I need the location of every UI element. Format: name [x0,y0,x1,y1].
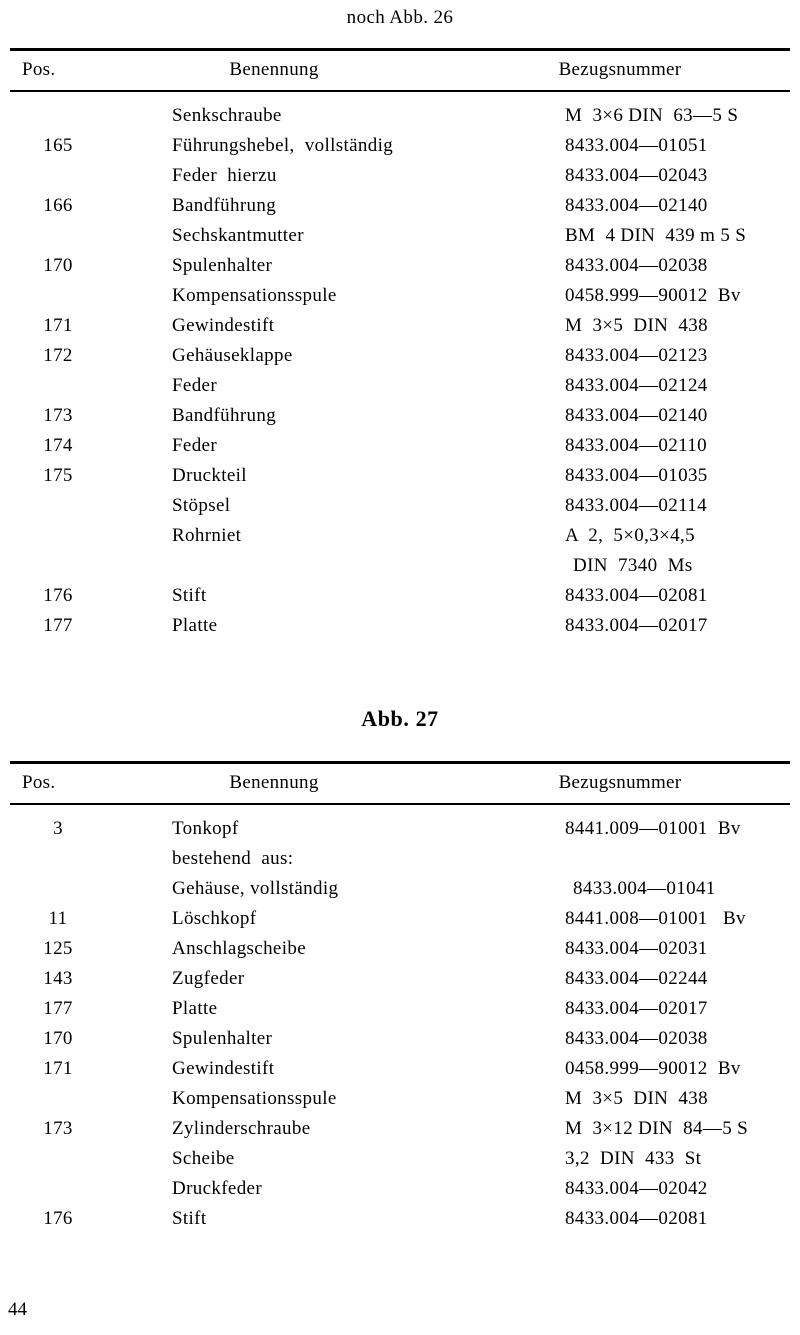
table-row [10,1178,790,1208]
parts-table-abb-27 [10,761,790,1238]
cell-pos: 125 [43,938,73,959]
table-row [10,848,790,878]
table-header-row [10,51,790,90]
table-row [10,225,790,255]
cell-benennung: Zylinderschraube [172,1118,311,1139]
cell-pos: 143 [43,968,73,989]
cell-bezugsnummer: 8433.004—02114 [565,495,707,516]
table-row [10,315,790,345]
cell-pos: 174 [43,435,73,456]
cell-benennung: Platte [172,998,218,1019]
cell-benennung: Kompensationsspule [172,285,337,306]
cell-bezugsnummer: 8433.004—02038 [565,1028,708,1049]
cell-benennung: Tonkopf [172,818,239,839]
cell-bezugsnummer: 8433.004—01051 [565,135,708,156]
table-row [10,345,790,375]
cell-benennung: Kompensationsspule [172,1088,337,1109]
column-header-benennung: Benennung [229,59,319,80]
cell-benennung: Feder [172,435,218,456]
cell-benennung: Bandführung [172,195,277,216]
table-row [10,405,790,435]
cell-benennung: Feder hierzu [172,165,277,186]
cell-benennung: Bandführung [172,405,277,426]
cell-pos: 172 [43,345,73,366]
table-row [10,165,790,195]
table-row [10,878,790,908]
table-row [10,615,790,645]
column-header-pos: Pos. [22,772,56,793]
cell-benennung: Gewindestift [172,315,275,336]
cell-bezugsnummer: 0458.999—90012 Bv [565,1058,741,1079]
cell-pos: 177 [43,998,73,1019]
cell-bezugsnummer: 8433.004—02031 [565,938,708,959]
cell-pos: 171 [43,1058,73,1079]
cell-bezugsnummer: M 3×5 DIN 438 [565,315,708,336]
cell-benennung: Stift [172,1208,207,1229]
cell-benennung: Senkschraube [172,105,282,126]
cell-benennung: Zugfeder [172,968,245,989]
cell-pos: 170 [43,1028,73,1049]
cell-bezugsnummer: 8433.004—02123 [565,345,708,366]
page-number: 44 [8,1299,27,1320]
cell-bezugsnummer: 8433.004—02244 [565,968,708,989]
table-row [10,1208,790,1238]
column-header-bezugsnummer: Bezugsnummer [558,772,682,793]
cell-benennung: Löschkopf [172,908,257,929]
figure-caption-abb-26: noch Abb. 26 [346,7,454,28]
cell-benennung: Spulenhalter [172,1028,273,1049]
table-body [10,805,790,1238]
cell-benennung: Gehäuseklappe [172,345,293,366]
cell-benennung: Anschlagscheibe [172,938,306,959]
table-row [10,998,790,1028]
table-row [10,195,790,225]
cell-bezugsnummer: 8433.004—02081 [565,585,708,606]
figure-caption-abb-27: Abb. 27 [361,706,439,731]
cell-pos: 171 [43,315,73,336]
column-header-bezugsnummer: Bezugsnummer [558,59,682,80]
table-row [10,375,790,405]
cell-bezugsnummer: M 3×6 DIN 63—5 S [565,105,739,126]
cell-pos: 173 [43,405,73,426]
cell-benennung: Rohrniet [172,525,242,546]
table-row [10,908,790,938]
table-row [10,585,790,615]
cell-pos: 175 [43,465,73,486]
cell-benennung: Druckteil [172,465,247,486]
cell-bezugsnummer: 8441.008—01001 Bv [565,908,746,929]
cell-pos: 3 [53,818,63,839]
table-row [10,555,790,585]
cell-bezugsnummer: M 3×5 DIN 438 [565,1088,708,1109]
table-body [10,92,790,645]
cell-bezugsnummer: 8433.004—02110 [565,435,707,456]
cell-benennung: Sechskantmutter [172,225,304,246]
table-row [10,525,790,555]
cell-bezugsnummer: 8433.004—02042 [565,1178,708,1199]
cell-benennung: Führungshebel, vollständig [172,135,394,156]
cell-bezugsnummer: 8433.004—02043 [565,165,708,186]
cell-bezugsnummer: BM 4 DIN 439 m 5 S [565,225,747,246]
cell-benennung: Gewindestift [172,1058,275,1079]
cell-benennung: Spulenhalter [172,255,273,276]
table-row [10,465,790,495]
cell-benennung: Stöpsel [172,495,231,516]
cell-bezugsnummer: DIN 7340 Ms [573,555,693,576]
table-row [10,1028,790,1058]
table-row [10,255,790,285]
cell-benennung: Stift [172,585,207,606]
table-row [10,938,790,968]
cell-pos: 177 [43,615,73,636]
table-row [10,1058,790,1088]
cell-pos: 173 [43,1118,73,1139]
parts-table-abb-26 [10,48,790,645]
cell-bezugsnummer: 8433.004—01041 [573,878,716,899]
cell-pos: 166 [43,195,73,216]
table-row [10,1088,790,1118]
cell-benennung: Gehäuse, vollständig [172,878,339,899]
cell-pos: 176 [43,585,73,606]
cell-bezugsnummer: 0458.999—90012 Bv [565,285,741,306]
cell-bezugsnummer: 8433.004—02081 [565,1208,708,1229]
table-row [10,285,790,315]
cell-bezugsnummer: 8433.004—02124 [565,375,708,396]
table-row [10,105,790,135]
cell-bezugsnummer: 8433.004—02140 [565,195,708,216]
table-row [10,495,790,525]
cell-bezugsnummer: 8433.004—02017 [565,615,708,636]
cell-benennung: Platte [172,615,218,636]
table-row [10,1118,790,1148]
cell-pos: 165 [43,135,73,156]
table-row [10,968,790,998]
cell-benennung: Scheibe [172,1148,235,1169]
cell-benennung: Druckfeder [172,1178,263,1199]
cell-pos: 170 [43,255,73,276]
column-header-pos: Pos. [22,59,56,80]
cell-pos: 11 [48,908,68,929]
cell-pos: 176 [43,1208,73,1229]
table-row [10,435,790,465]
cell-bezugsnummer: 8433.004—02038 [565,255,708,276]
cell-bezugsnummer: 8433.004—02140 [565,405,708,426]
table-header-row [10,764,790,803]
column-header-benennung: Benennung [229,772,319,793]
table-row [10,135,790,165]
cell-benennung: bestehend aus: [172,848,294,869]
cell-bezugsnummer: 8433.004—01035 [565,465,708,486]
table-row [10,1148,790,1178]
cell-bezugsnummer: 8441.009—01001 Bv [565,818,741,839]
cell-bezugsnummer: A 2, 5×0,3×4,5 [565,525,695,546]
cell-bezugsnummer: M 3×12 DIN 84—5 S [565,1118,749,1139]
table-row [10,818,790,848]
cell-bezugsnummer: 8433.004—02017 [565,998,708,1019]
cell-benennung: Feder [172,375,218,396]
cell-bezugsnummer: 3,2 DIN 433 St [565,1148,702,1169]
